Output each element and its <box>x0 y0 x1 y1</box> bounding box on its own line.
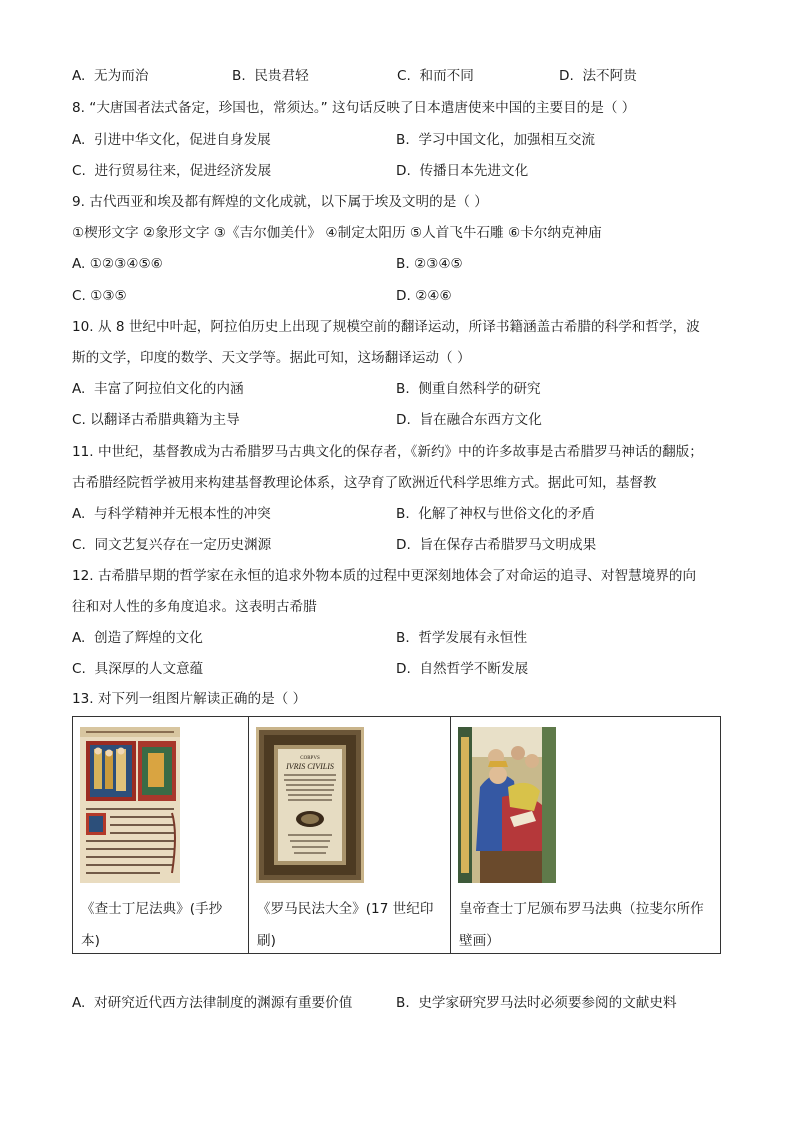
q11-option-d: D. 旨在保存古希腊罗马文明成果 <box>396 537 597 553</box>
q8-option-c: C. 进行贸易往来，促进经济发展 <box>72 163 272 179</box>
q12-option-a: A. 创造了辉煌的文化 <box>72 630 203 646</box>
q10-option-b: B. 侧重自然科学的研究 <box>396 381 541 397</box>
q13-caption-3: 皇帝查士丁尼颁布罗马法典（拉斐尔所作壁画） <box>459 901 704 949</box>
q11-option-b: B. 化解了神权与世俗文化的矛盾 <box>396 506 596 522</box>
q7-option-c: C. 和而不同 <box>397 68 474 84</box>
q12-option-b: B. 哲学发展有永恒性 <box>396 630 528 646</box>
q9-option-d: D. ②④⑥ <box>396 288 452 304</box>
q12-stem-line1: 12. 古希腊早期的哲学家在永恒的追求外物本质的过程中更深刻地体会了对命运的追寻、对智慧境界的向 <box>72 568 697 584</box>
q13-cell-manuscript <box>73 717 249 953</box>
fresco-image <box>458 727 556 883</box>
svg-text:IVRIS CIVILIS: IVRIS CIVILIS <box>286 762 334 771</box>
q10-option-c: C. 以翻译古希腊典籍为主导 <box>72 412 240 428</box>
q13-option-b: B. 史学家研究罗马法时必须要参阅的文献史料 <box>396 995 677 1011</box>
q12-option-c: C. 具深厚的人文意蕴 <box>72 661 204 677</box>
q10-option-a: A. 丰富了阿拉伯文化的内涵 <box>72 381 244 397</box>
q7-option-a: A. 无为而治 <box>72 68 149 84</box>
q13-caption-2: 《罗马民法大全》(17 世纪印刷) <box>257 901 434 949</box>
q10-stem-line1: 10. 从 8 世纪中叶起，阿拉伯历史上出现了规模空前的翻译运动，所译书籍涵盖古希腊的科学和哲学，波 <box>72 319 700 335</box>
q10-stem-line2: 斯的文学，印度的数学、天文学等。据此可知，这场翻译运动（ ） <box>72 350 471 366</box>
q13-cell-fresco <box>451 717 720 953</box>
q9-items: ①楔形文字 ②象形文字 ③《吉尔伽美什》 ④制定太阳历 ⑤人首飞牛石雕 ⑥卡尔纳克神庙 <box>72 225 602 241</box>
q8-option-a: A. 引进中华文化，促进自身发展 <box>72 132 271 148</box>
q13-cell-printed-book <box>249 717 451 953</box>
q11-option-a: A. 与科学精神并无根本性的冲突 <box>72 506 271 522</box>
q13-stem: 13. 对下列一组图片解读正确的是（ ） <box>72 691 307 707</box>
q11-stem-line1: 11. 中世纪，基督教成为古希腊罗马古典文化的保存者，《新约》中的许多故事是古希腊罗马神话的翻版； <box>72 444 703 460</box>
q12-stem-line2: 往和对人性的多角度追求。这表明古希腊 <box>72 599 317 615</box>
q12-option-d: D. 自然哲学不断发展 <box>396 661 529 677</box>
q8-stem: 8. “大唐国者法式备定，珍国也，常须达。” 这句话反映了日本遣唐使来中国的主要目的是（ ） <box>72 100 636 116</box>
q13-option-a: A. 对研究近代西方法律制度的渊源有重要价值 <box>72 995 353 1011</box>
q8-option-d: D. 传播日本先进文化 <box>396 163 529 179</box>
q9-option-b: B. ②③④⑤ <box>396 256 463 272</box>
q11-option-c: C. 同文艺复兴存在一定历史渊源 <box>72 537 272 553</box>
manuscript-image <box>80 727 180 883</box>
svg-text:CORPVS: CORPVS <box>300 756 320 761</box>
q8-option-b: B. 学习中国文化，加强相互交流 <box>396 132 596 148</box>
q9-option-c: C. ①③⑤ <box>72 288 127 304</box>
printed-book-image <box>256 727 364 883</box>
q7-option-d: D. 法不阿贵 <box>559 68 637 84</box>
q11-stem-line2: 古希腊经院哲学被用来构建基督教理论体系，这孕育了欧洲近代科学思维方式。据此可知，基督教 <box>72 475 657 491</box>
q13-caption-1: 《查士丁尼法典》(手抄本) <box>81 901 223 949</box>
q9-option-a: A. ①②③④⑤⑥ <box>72 256 163 272</box>
q7-option-b: B. 民贵君轻 <box>232 68 309 84</box>
q13-image-table <box>72 716 721 954</box>
q10-option-d: D. 旨在融合东西方文化 <box>396 412 542 428</box>
q9-stem: 9. 古代西亚和埃及都有辉煌的文化成就，以下属于埃及文明的是（ ） <box>72 194 488 210</box>
